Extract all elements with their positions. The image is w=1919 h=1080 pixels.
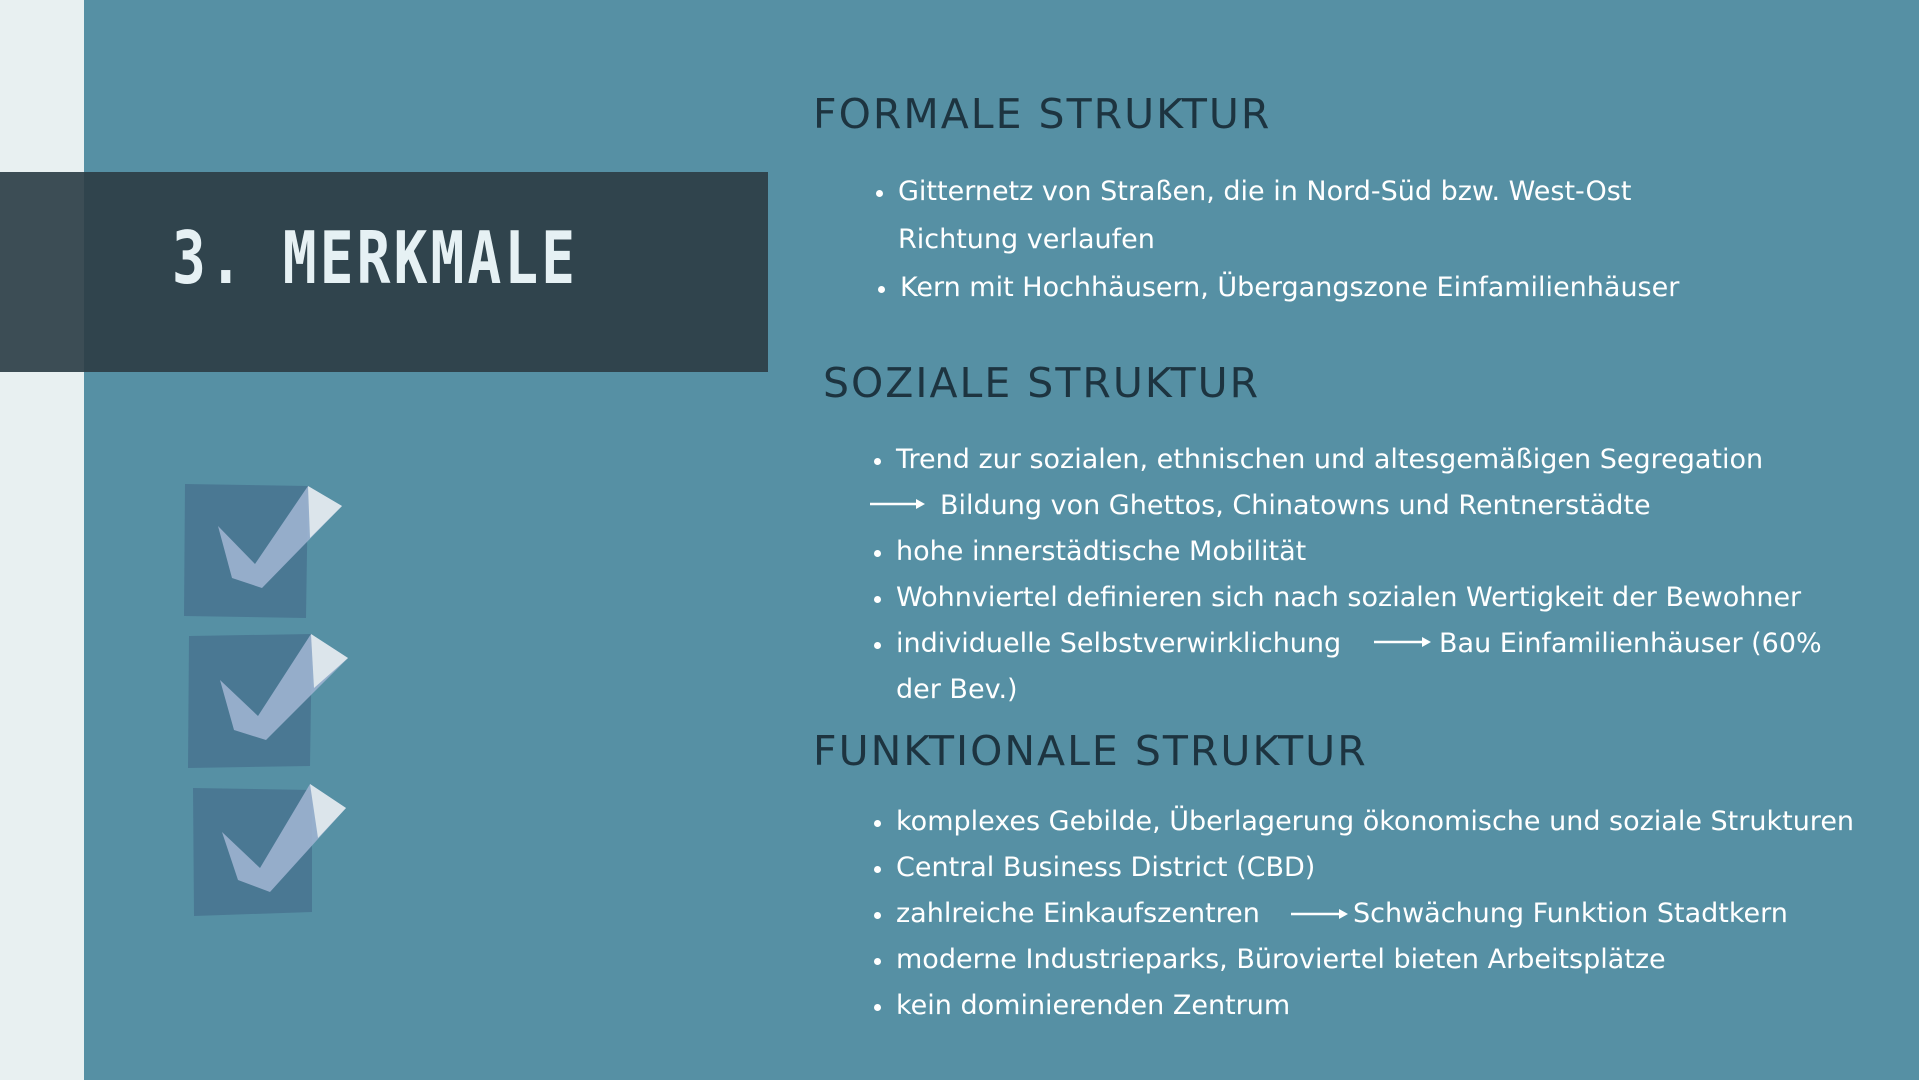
bullet-dot [874, 866, 881, 873]
bullet-dot [874, 642, 881, 649]
functional-item-2: Central Business District (CBD) [896, 852, 1316, 883]
bullet-dot [876, 190, 883, 197]
social-item-2: hohe innerstädtische Mobilität [896, 536, 1307, 567]
bullet-dot [874, 912, 881, 919]
bullet-dot [874, 550, 881, 557]
social-item-1: Trend zur sozialen, ethnischen und altesgemäßigen Segregation [896, 444, 1764, 475]
bullet-dot [874, 820, 881, 827]
bullet-dot [878, 286, 885, 293]
functional-item-3: zahlreiche Einkaufszentren [896, 898, 1260, 929]
formal-item-1: Gitternetz von Straßen, die in Nord-Süd bzw. West-Ost [898, 176, 1632, 207]
section-heading-social: SOZIALE STRUKTUR [823, 359, 1261, 407]
formal-item-2: Kern mit Hochhäusern, Übergangszone Einfamilienhäuser [900, 272, 1680, 303]
title-band-accent [0, 172, 84, 372]
checklist-illustration [180, 476, 360, 926]
functional-item-5: kein dominierenden Zentrum [896, 990, 1291, 1021]
arrow-right-icon [870, 496, 926, 512]
social-item-4-consequence: Bau Einfamilienhäuser (60% [1439, 628, 1822, 659]
formal-item-1-continued: Richtung verlaufen [898, 224, 1155, 255]
slide-title: 3. MERKMALE [172, 216, 579, 300]
functional-item-1: komplexes Gebilde, Überlagerung ökonomische und soziale Strukturen [896, 806, 1855, 837]
section-heading-formal: FORMALE STRUKTUR [813, 90, 1272, 138]
bullet-dot [874, 1004, 881, 1011]
left-margin-strip [0, 0, 84, 1080]
functional-item-3-consequence: Schwächung Funktion Stadtkern [1353, 898, 1788, 929]
social-item-3: Wohnviertel definieren sich nach sozialen Wertigkeit der Bewohner [896, 582, 1802, 613]
checkbox-checked-icon [193, 784, 346, 916]
arrow-right-icon [1374, 634, 1432, 650]
social-item-1-consequence: Bildung von Ghettos, Chinatowns und Rentnerstädte [940, 490, 1651, 521]
checkbox-checked-icon [188, 634, 348, 768]
social-item-4: individuelle Selbstverwirklichung [896, 628, 1342, 659]
bullet-dot [874, 458, 881, 465]
checkbox-checked-icon [184, 484, 342, 618]
section-heading-functional: FUNKTIONALE STRUKTUR [813, 727, 1368, 775]
bullet-dot [874, 596, 881, 603]
bullet-dot [874, 958, 881, 965]
functional-item-4: moderne Industrieparks, Büroviertel bieten Arbeitsplätze [896, 944, 1666, 975]
arrow-right-icon [1291, 906, 1349, 922]
social-item-4-continued: der Bev.) [896, 674, 1018, 705]
